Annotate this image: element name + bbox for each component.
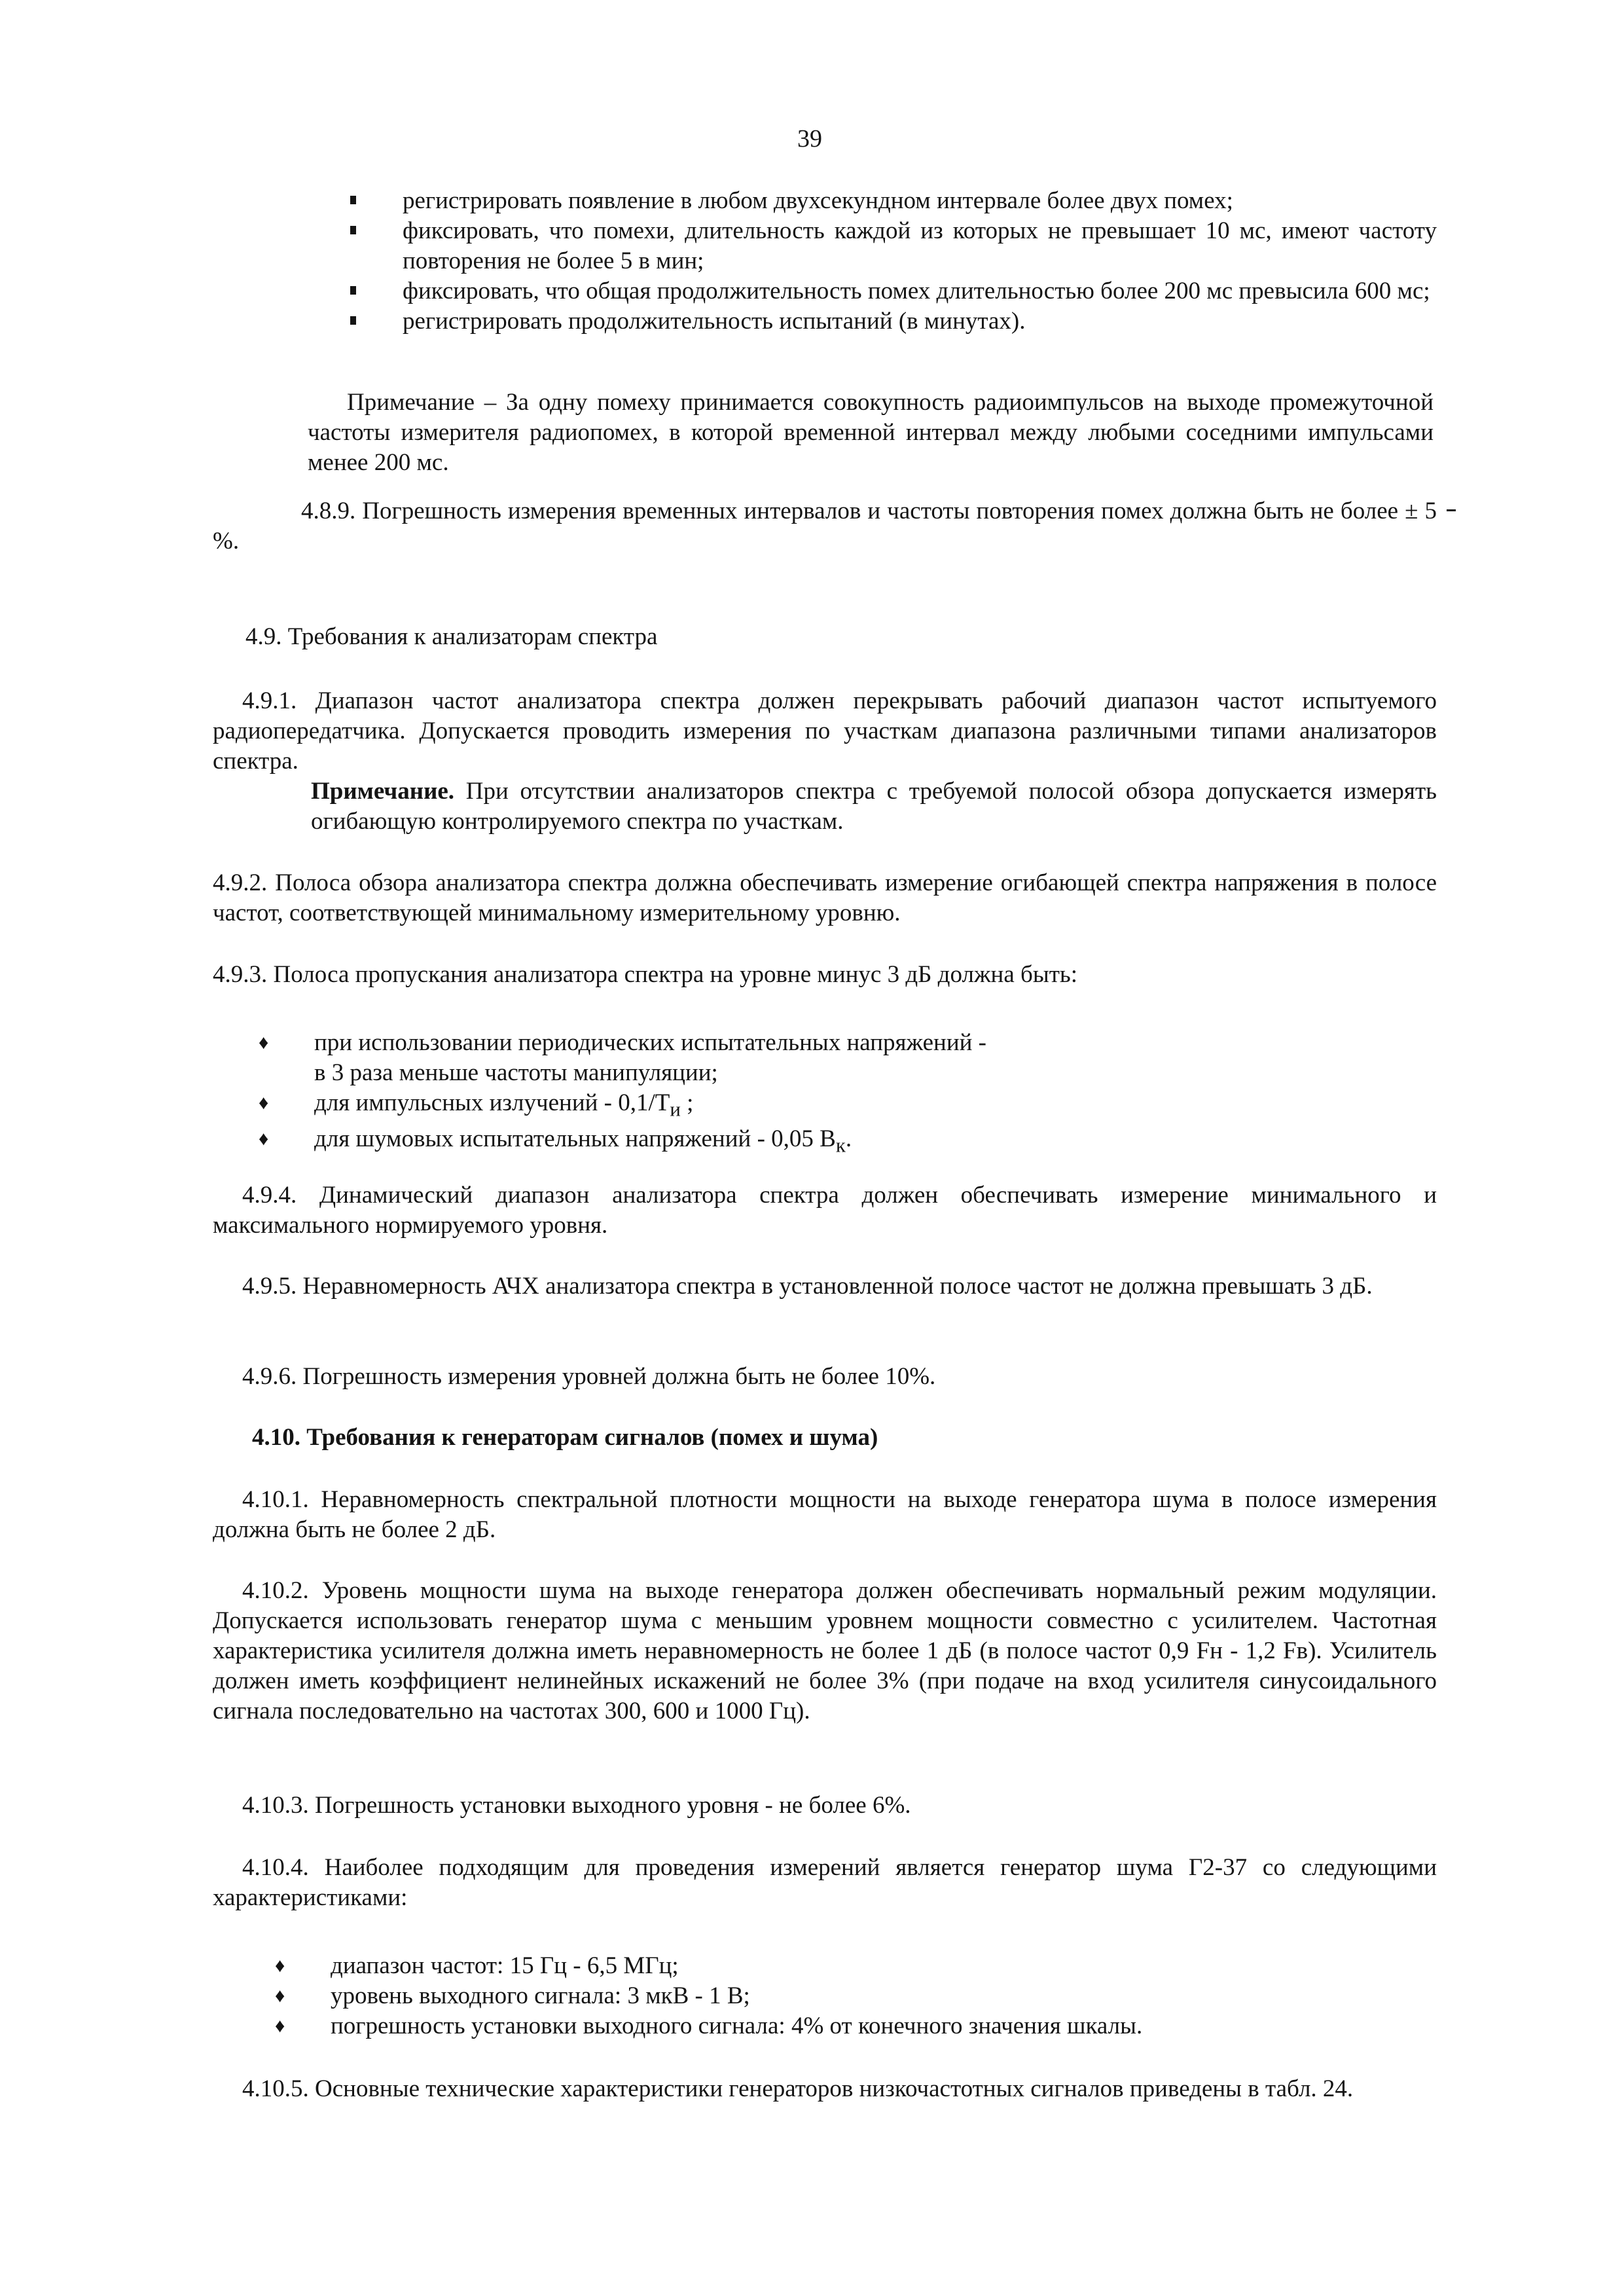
diamond-bullet-icon: ♦ bbox=[275, 1955, 285, 1977]
list-item: ♦ для шумовых испытательных напряжений - 0,05 $В_к$. bbox=[259, 1125, 852, 1157]
paragraph-4-9-6: 4.9.6. Погрешность измерения уровней должна быть не более 10%. bbox=[242, 1363, 936, 1390]
paragraph-4-9-1: 4.9.1. Диапазон частот анализатора спектра должен перекрывать рабочий диапазон частот испытуемого радиопередатчика. Допускается проводить измерения по участкам диапазона различными типами анализаторов спектра. bbox=[213, 687, 1437, 774]
heading-4-10: 4.10. Требования к генераторам сигналов (помех и шума) bbox=[252, 1424, 878, 1451]
diamond-bullet-icon: ♦ bbox=[259, 1032, 269, 1053]
list-item: ♦ диапазон частот: 15 Гц - 6,5 МГц; bbox=[275, 1951, 1453, 1981]
list-item: регистрировать появление в любом двухсекундном интервале более двух помех; bbox=[340, 186, 1437, 216]
list-item: ♦ уровень выходного сигнала: 3 мкВ - 1 В; bbox=[275, 1981, 1453, 2011]
paragraph-4-10-2: 4.10.2. Уровень мощности шума на выходе генератора должен обеспечивать нормальный режим модуляции. Допускается использовать генератор шума с меньшим уровнем мощности совместно с усилителем. Частотная характеристика усилителя должна иметь неравномерность не более 1 дБ (в полосе частот 0,9 Fн - 1,2 Fв). Усилитель должен иметь коэффициент нелинейных искажений не более 3% (при подаче на вход усилителя синусоидального сигнала последовательно на частотах 300, 600 и 1000 Гц). bbox=[213, 1577, 1437, 1724]
paragraph-4-9-3: 4.9.3. Полоса пропускания анализатора спектра на уровне минус 3 дБ должна быть: bbox=[213, 961, 1078, 988]
note-label: Примечание. bbox=[311, 778, 455, 805]
paragraph-4-10-4: 4.10.4. Наиболее подходящим для проведения измерений является генератор шума Г2-37 со следующими характеристиками: bbox=[213, 1854, 1437, 1911]
paragraph-4-9-2: 4.9.2. Полоса обзора анализатора спектра должна обеспечивать измерение огибающей спектра напряжения в полосе частот, соответствующей минимальному измерительному уровню. bbox=[213, 869, 1437, 926]
list-item: ♦ для импульсных излучений - $0,1/Т_и$ ; bbox=[259, 1089, 694, 1121]
square-bullet-icon bbox=[350, 226, 356, 234]
paragraph-4-9-4: 4.9.4. Динамический диапазон анализатора спектра должен обеспечивать измерение минимального и максимального нормируемого уровня. bbox=[213, 1182, 1437, 1239]
square-bullet-icon bbox=[350, 196, 356, 204]
margin-dash-mark bbox=[1447, 509, 1456, 511]
paragraph-4-10-1: 4.10.1. Неравномерность спектральной плотности мощности на выходе генератора шума в полосе измерения должна быть не более 2 дБ. bbox=[213, 1486, 1437, 1543]
list-item: фиксировать, что общая продолжительность помех длительностью более 200 мс превысила 600 мс; bbox=[340, 276, 1437, 306]
note-spectrum-analyzers bbox=[311, 776, 1437, 837]
diamond-bullet-icon: ♦ bbox=[275, 1985, 285, 2007]
diamond-bullet-icon: ♦ bbox=[259, 1092, 269, 1114]
monitoring-requirements-list bbox=[340, 186, 1437, 337]
diamond-bullet-icon: ♦ bbox=[259, 1128, 269, 1150]
square-bullet-icon bbox=[350, 286, 356, 295]
generator-characteristics-list bbox=[275, 1951, 1453, 2041]
paragraph-4-10-3: 4.10.3. Погрешность установки выходного уровня - не более 6%. bbox=[242, 1792, 911, 1819]
list-item: фиксировать, что помехи, длительность каждой из которых не превышает 10 мс, имеют частоту повторения не более 5 в мин; bbox=[340, 216, 1437, 276]
list-item: ♦ погрешность установки выходного сигнала: 4% от конечного значения шкалы. bbox=[275, 2011, 1453, 2041]
paragraph-4-9-5: 4.9.5. Неравномерность АЧХ анализатора спектра в установленной полосе частот не должна превышать 3 дБ. bbox=[242, 1273, 1373, 1300]
note-interference-definition: Примечание – За одну помеху принимается совокупность радиоимпульсов на выходе промежуточной частоты измерителя радиопомех, в которой временной интервал между любыми соседними импульсами менее 200 мс. bbox=[308, 389, 1434, 476]
diamond-bullet-icon: ♦ bbox=[275, 2015, 285, 2037]
paragraph-4-10-5: 4.10.5. Основные технические характеристики генераторов низкочастотных сигналов приведены в табл. 24. bbox=[242, 2075, 1354, 2102]
heading-4-9: 4.9. Требования к анализаторам спектра bbox=[245, 623, 658, 650]
list-item: регистрировать продолжительность испытаний (в минутах). bbox=[340, 306, 1437, 337]
page-number: 39 bbox=[797, 125, 822, 153]
bandwidth-list bbox=[259, 1028, 1437, 1161]
note-text: При отсутствии анализаторов спектра с требуемой полосой обзора допускается измерять огибающую контролируемого спектра по участкам. bbox=[311, 778, 1437, 835]
paragraph-4-8-9: 4.8.9. Погрешность измерения временных интервалов и частоты повторения помех должна быть не более ± 5 %. bbox=[213, 498, 1437, 555]
square-bullet-icon bbox=[350, 316, 356, 325]
list-item: ♦ при использовании периодических испытательных напряжений - в 3 раза меньше частоты манипуляции; bbox=[259, 1029, 987, 1086]
